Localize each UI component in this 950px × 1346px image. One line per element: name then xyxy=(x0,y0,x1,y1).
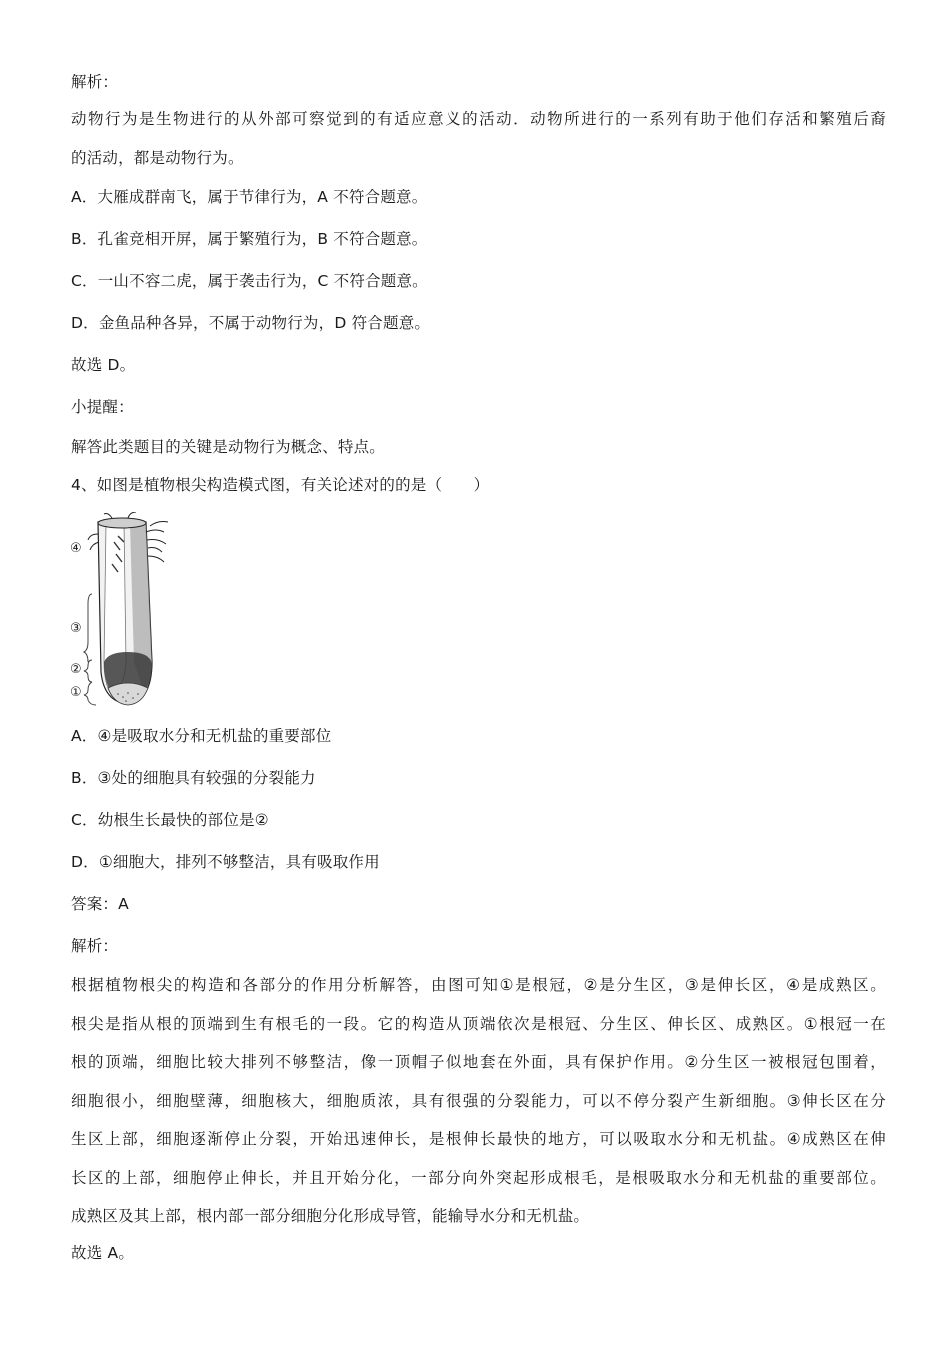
analysis-line: 成熟区及其上部，根内部一部分细胞分化形成导管，能输导水分和无机盐。 xyxy=(71,1207,590,1225)
conclusion: 故选 D。 xyxy=(71,356,136,374)
answer: 答案：A xyxy=(71,895,129,913)
analysis-line: 根据植物根尖的构造和各部分的作用分析解答，由图可知①是根冠，②是分生区，③是伸长区，④是成熟区。 xyxy=(71,976,886,994)
intro-paragraph xyxy=(71,100,886,177)
q4-option-b: B．③处的细胞具有较强的分裂能力 xyxy=(71,769,316,787)
analysis-line: 根尖是指从根的顶端到生有根毛的一段。它的构造从顶端依次是根冠、分生区、伸长区、成熟区。①根冠一在 xyxy=(71,1014,886,1033)
option-b: B．孔雀竞相开屏，属于繁殖行为，B 不符合题意。 xyxy=(71,230,428,248)
label-zone-1: ① xyxy=(70,685,82,700)
question-stem: 4、如图是植物根尖构造模式图，有关论述对的的是（ ） xyxy=(71,476,490,494)
tip-text: 解答此类题目的关键是动物行为概念、特点。 xyxy=(71,438,386,456)
brace-zone-3 xyxy=(84,594,92,662)
intro-line: 动物行为是生物进行的从外部可察觉到的有适应意义的活动．动物所进行的一系列有助于他们存活和繁殖后裔 xyxy=(71,110,886,128)
analysis-line: 根的顶端，细胞比较大排列不够整洁，像一顶帽子似地套在外面，具有保护作用。②分生区一被根冠包围着， xyxy=(71,1053,886,1071)
root-cap xyxy=(108,683,148,705)
q4-conclusion: 故选 A。 xyxy=(71,1244,135,1262)
label-zone-3: ③ xyxy=(70,621,82,636)
analysis-line: 细胞很小，细胞壁薄，细胞核大，细胞质浓，具有很强的分裂能力，可以不停分裂产生新细胞。③伸长区在分 xyxy=(71,1091,886,1110)
brace-zone-1 xyxy=(84,682,96,705)
analysis-label: 解析： xyxy=(71,73,119,91)
option-a: A．大雁成群南飞，属于节律行为，A 不符合题意。 xyxy=(71,188,428,206)
root-cross-section xyxy=(98,518,146,528)
intro-line: 的活动，都是动物行为。 xyxy=(71,148,244,167)
tip-label: 小提醒： xyxy=(71,398,134,416)
brace-zone-2 xyxy=(84,660,92,682)
analysis-line: 生区上部，细胞逐渐停止分裂，开始迅速伸长，是根伸长最快的地方，可以吸取水分和无机盐。④成熟区在伸 xyxy=(71,1130,886,1148)
label-zone-2: ② xyxy=(70,662,82,677)
q4-option-c: C．幼根生长最快的部位是② xyxy=(71,811,269,829)
analysis-line: 长区的上部，细胞停止伸长，并且开始分化，一部分向外突起形成根毛，是根吸取水分和无机盐的重要部位。 xyxy=(71,1168,886,1187)
root-tip-diagram xyxy=(68,512,178,707)
label-zone-4: ④ xyxy=(70,541,82,556)
option-d: D．金鱼品种各异，不属于动物行为，D 符合题意。 xyxy=(71,314,431,332)
q4-option-d: D．①细胞大，排列不够整洁，具有吸取作用 xyxy=(71,853,380,871)
option-c: C．一山不容二虎，属于袭击行为，C 不符合题意。 xyxy=(71,272,428,290)
q4-option-a: A．④是吸取水分和无机盐的重要部位 xyxy=(71,727,332,745)
q4-analysis-paragraph xyxy=(71,966,886,1236)
q4-analysis-label: 解析： xyxy=(71,937,119,955)
